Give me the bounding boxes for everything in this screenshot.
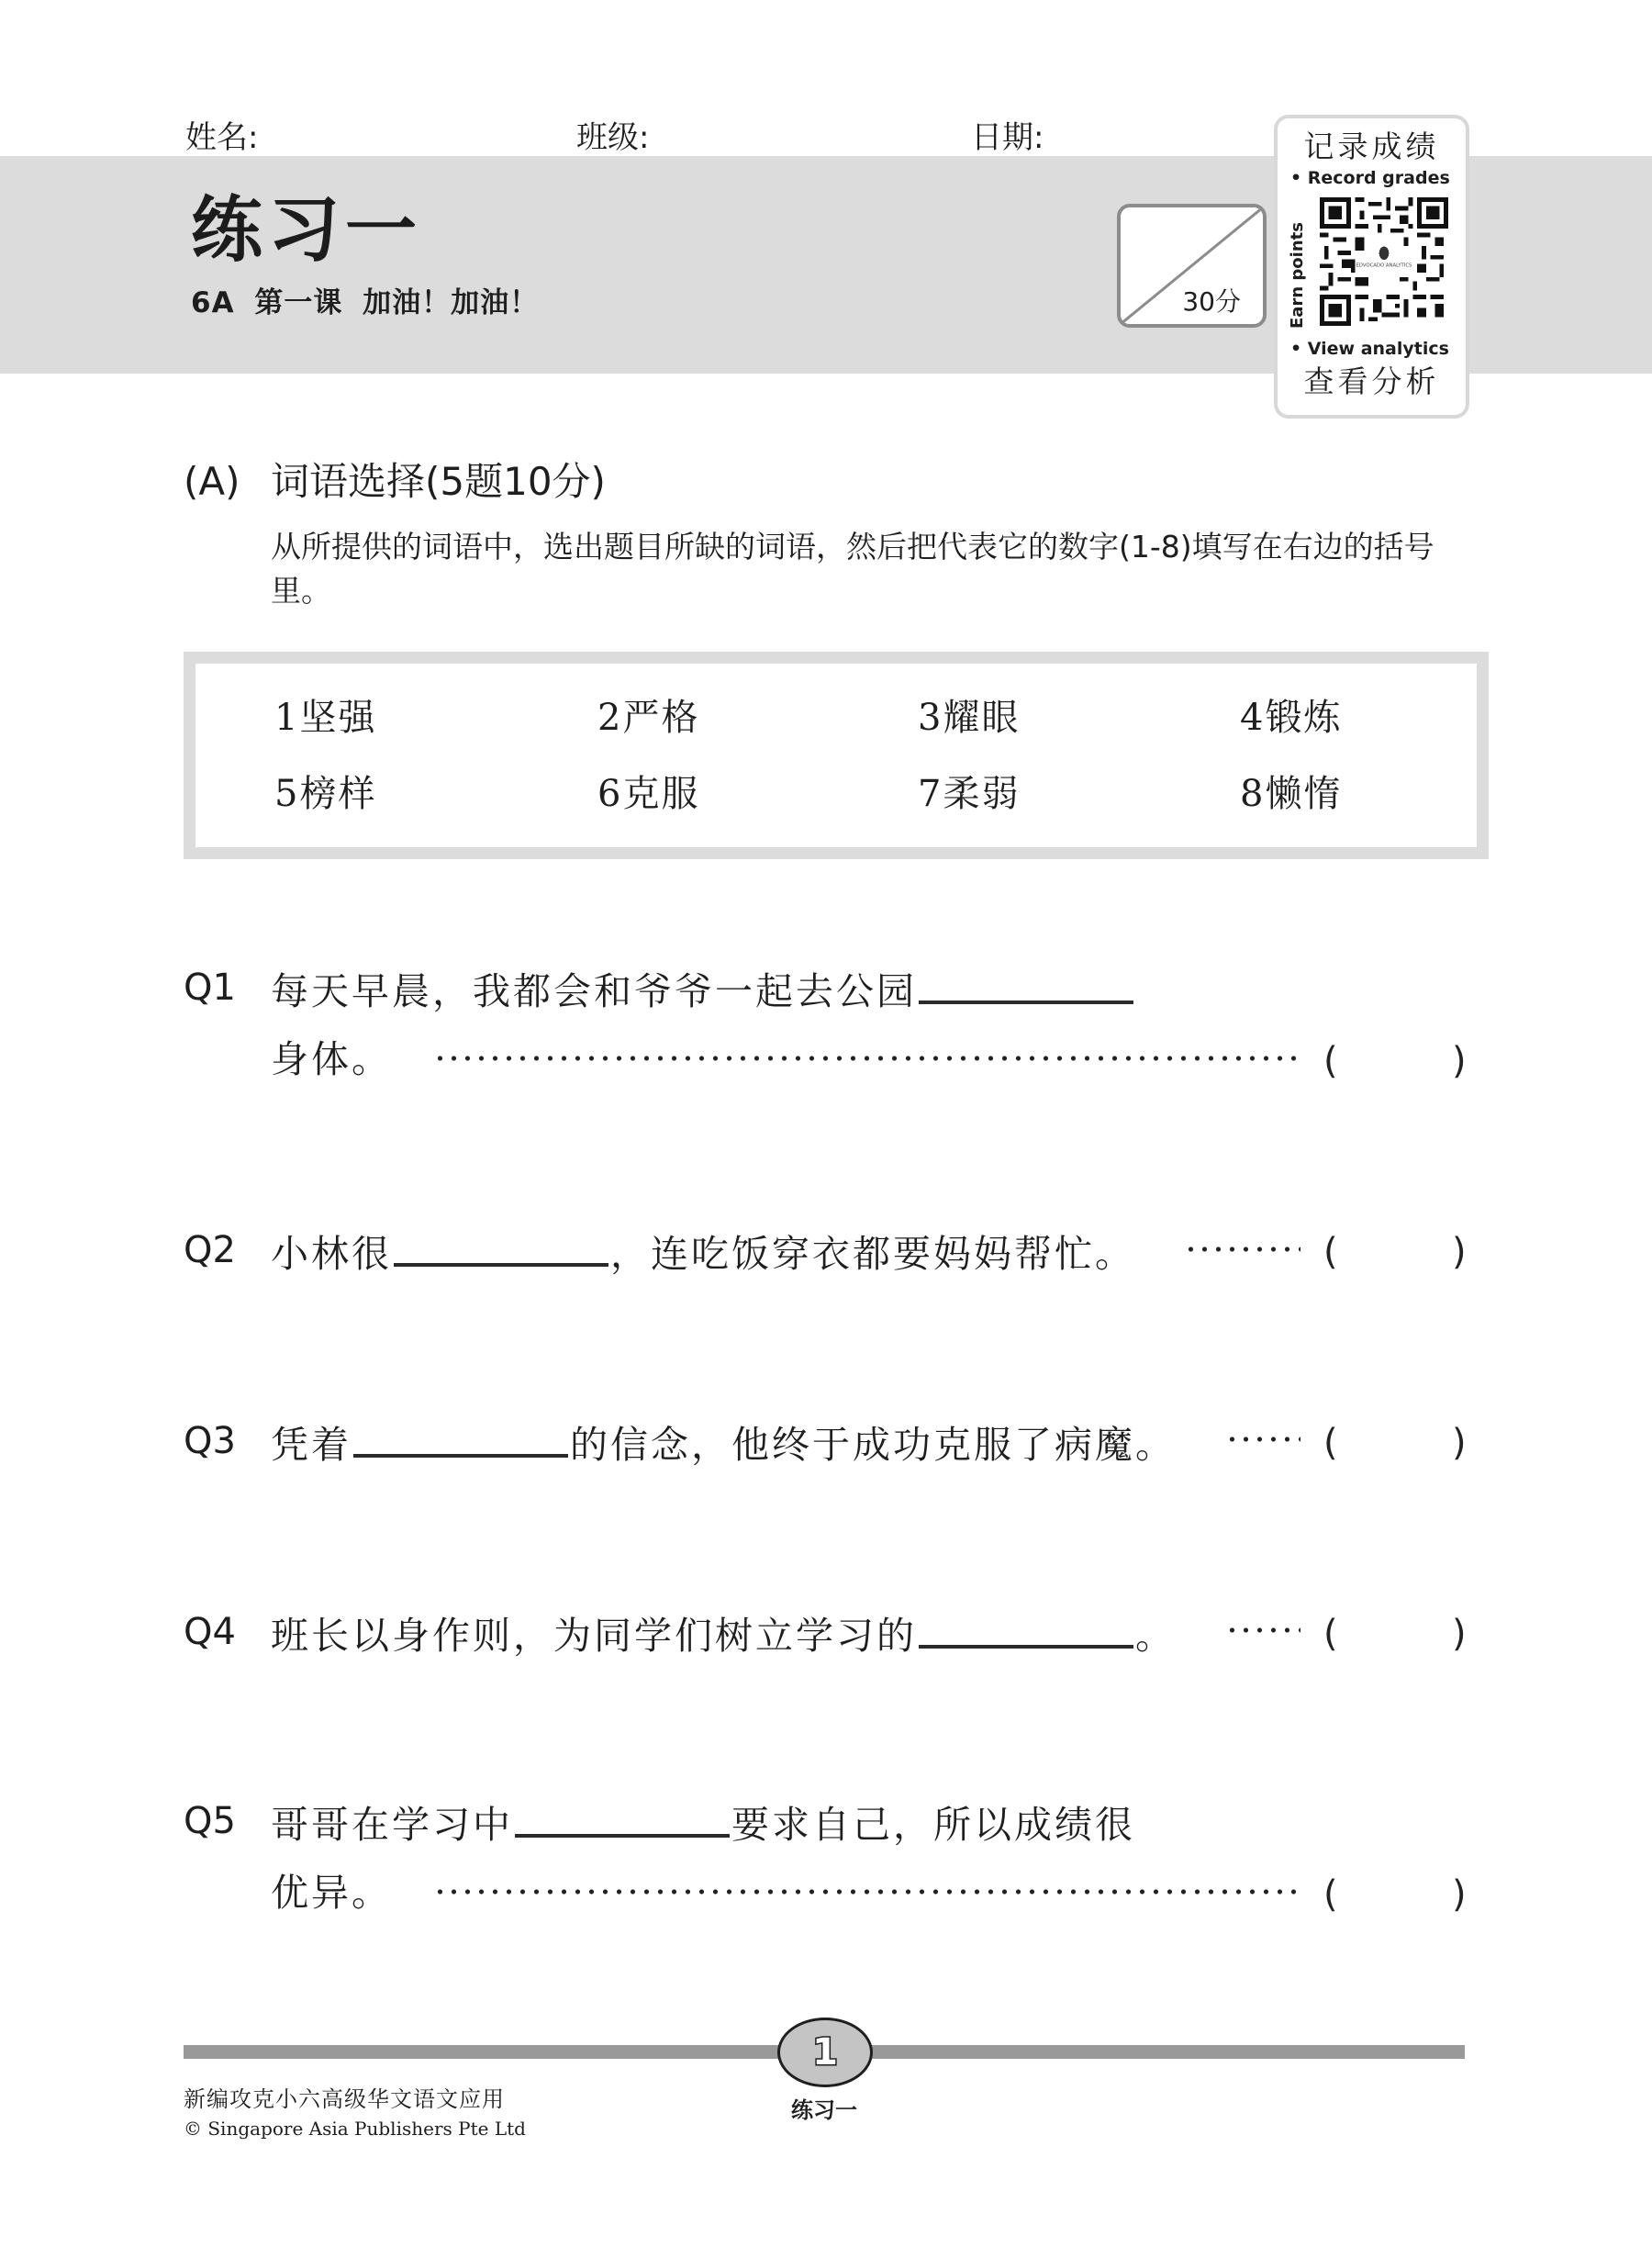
answer-paren-close: ) bbox=[1452, 1040, 1467, 1082]
view-analytics-cn: 查看分析 bbox=[1303, 363, 1440, 399]
answer-input-q5[interactable] bbox=[1342, 1871, 1452, 1918]
question-label: Q1 bbox=[184, 967, 236, 1009]
lesson-subtitle: 6A 第一课 加油！加油！ bbox=[191, 286, 540, 319]
svg-text:EDVOCADO ANALYTICS: EDVOCADO ANALYTICS bbox=[1356, 263, 1412, 269]
qr-code-icon[interactable] bbox=[1318, 197, 1450, 326]
date-field-label: 日期: bbox=[971, 119, 1044, 156]
answer-blank bbox=[919, 964, 1133, 1004]
page-number-badge bbox=[777, 2018, 873, 2087]
qr-card[interactable] bbox=[1274, 115, 1469, 419]
answer-input-q3[interactable] bbox=[1342, 1419, 1452, 1467]
record-grades-cn: 记录成绩 bbox=[1303, 129, 1440, 164]
answer-paren-open: ( bbox=[1323, 1613, 1338, 1655]
answer-blank bbox=[515, 1797, 730, 1838]
dot-leader bbox=[433, 1889, 1300, 1895]
footer-lesson-label: 练习一 bbox=[791, 2097, 857, 2123]
question-text: 班长以身作则，为同学们树立学习的 。 bbox=[271, 1608, 1176, 1660]
answer-input-q2[interactable] bbox=[1342, 1228, 1452, 1276]
word-option: 1坚强 bbox=[274, 697, 377, 739]
dot-leader bbox=[1225, 1627, 1300, 1633]
answer-blank bbox=[394, 1226, 608, 1267]
answer-blank bbox=[919, 1608, 1133, 1649]
question-text: 凭着 的信念，他终于成功克服了病魔。 bbox=[271, 1417, 1176, 1469]
answer-paren-open: ( bbox=[1323, 1422, 1338, 1464]
question-text-line2: 优异。 bbox=[271, 1871, 392, 1915]
record-grades-en: • Record grades bbox=[1290, 168, 1450, 188]
word-option: 5榜样 bbox=[274, 773, 377, 815]
answer-paren-close: ) bbox=[1452, 1873, 1467, 1916]
word-option: 7柔弱 bbox=[918, 773, 1021, 815]
question-label: Q5 bbox=[184, 1800, 236, 1842]
page-title: 练习一 bbox=[191, 189, 423, 272]
class-field-label: 班级: bbox=[576, 119, 650, 156]
question-text: 小林很 ，连吃饭穿衣都要妈妈帮忙。 bbox=[271, 1226, 1135, 1278]
footer-book-title: 新编攻克小六高级华文语文应用 bbox=[184, 2086, 505, 2112]
word-bank bbox=[184, 652, 1489, 859]
section-title: 词语选择(5题10分) bbox=[271, 459, 606, 504]
dot-leader bbox=[433, 1056, 1300, 1061]
answer-input-q1[interactable] bbox=[1342, 1037, 1452, 1085]
answer-paren-close: ) bbox=[1452, 1613, 1467, 1655]
question-text-line2: 身体。 bbox=[271, 1037, 392, 1081]
question-label: Q2 bbox=[184, 1229, 236, 1271]
score-box bbox=[1117, 204, 1267, 328]
question-text: 哥哥在学习中 要求自己，所以成绩很 bbox=[271, 1797, 1135, 1849]
total-score: 30分 bbox=[1182, 286, 1241, 317]
name-field-label: 姓名: bbox=[185, 119, 259, 156]
answer-paren-open: ( bbox=[1323, 1040, 1338, 1082]
footer-copyright: © Singapore Asia Publishers Pte Ltd bbox=[184, 2118, 526, 2140]
answer-input-q4[interactable] bbox=[1342, 1610, 1452, 1658]
question-text: 每天早晨，我都会和爷爷一起去公园 bbox=[271, 964, 1135, 1015]
dot-leader bbox=[1184, 1246, 1300, 1252]
question-label: Q3 bbox=[184, 1420, 236, 1462]
answer-blank bbox=[353, 1417, 568, 1458]
section-instruction: 从所提供的词语中，选出题目所缺的词语，然后把代表它的数字(1-8)填写在右边的括号里。 bbox=[271, 529, 1434, 609]
view-analytics-en: • View analytics bbox=[1290, 339, 1449, 359]
page-number: 1 bbox=[812, 2031, 838, 2074]
question-label: Q4 bbox=[184, 1611, 236, 1653]
answer-paren-open: ( bbox=[1323, 1231, 1338, 1273]
answer-paren-close: ) bbox=[1452, 1422, 1467, 1464]
earn-points-label: Earn points bbox=[1288, 222, 1307, 329]
word-option: 8懒惰 bbox=[1240, 773, 1343, 815]
section-label: (A) bbox=[184, 459, 240, 504]
word-option: 6克服 bbox=[597, 773, 700, 815]
answer-paren-open: ( bbox=[1323, 1873, 1338, 1916]
answer-paren-close: ) bbox=[1452, 1231, 1467, 1273]
word-option: 2严格 bbox=[597, 697, 700, 739]
word-option: 3耀眼 bbox=[918, 697, 1021, 739]
word-option: 4锻炼 bbox=[1240, 697, 1343, 739]
dot-leader bbox=[1225, 1437, 1300, 1442]
